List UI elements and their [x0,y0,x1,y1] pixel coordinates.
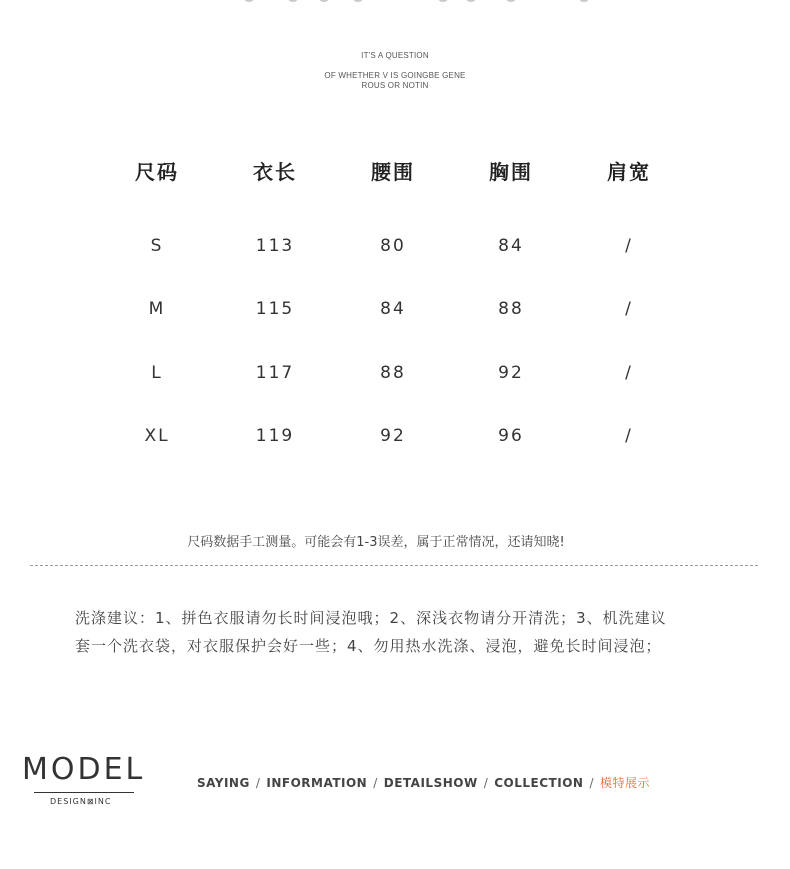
cell-shoulder: / [625,426,633,446]
header-shoulder: 肩宽 [607,160,651,184]
top-decoration [0,0,790,6]
table-row [98,299,688,319]
brand-logo: MODEL [22,752,146,787]
nav-item-detailshow[interactable]: DETAILSHOW [383,775,478,790]
size-table-header [98,156,688,185]
cell-size: M [148,299,166,319]
nav-separator: / [373,775,378,790]
cell-length: 113 [255,236,295,256]
nav-separator: / [589,775,594,790]
cell-size: XL [144,426,170,446]
tagline-line-2: OF WHETHER V IS GOINGBE GENE [324,71,466,80]
cell-length: 119 [255,426,295,446]
cell-chest: 88 [498,299,524,319]
nav-item-collection[interactable]: COLLECTION [494,775,584,790]
measurement-note: 尺码数据手工测量。可能会有1-3误差，属于正常情况，还请知晓! [187,535,565,550]
care-instructions-line-1: 洗涤建议：1、拼色衣服请勿长时间浸泡哦；2、深浅衣物请分开清洗；3、机洗建议 [75,609,667,627]
cell-length: 117 [255,363,295,383]
cell-waist: 84 [380,299,406,319]
nav-separator: / [483,775,489,790]
section-nav [197,774,650,791]
cell-length: 115 [255,299,295,319]
cell-size: L [151,363,163,383]
table-row [98,426,688,446]
care-instructions-line-2: 套一个洗衣袋，对衣服保护会好一些；4、勿用热水洗涤、浸泡，避免长时间浸泡； [75,637,662,655]
header-size: 尺码 [135,160,179,184]
cell-waist: 92 [380,426,406,446]
table-row [98,363,688,383]
header-length: 衣长 [253,160,297,184]
brand-logo-subtitle: DESIGN⊠INC [50,797,112,806]
cell-chest: 84 [498,236,524,256]
cell-shoulder: / [625,299,633,319]
tagline-line-1: IT'S A QUESTION [361,51,429,60]
cell-shoulder: / [625,363,633,383]
cell-chest: 96 [498,426,524,446]
cell-chest: 92 [498,363,524,383]
nav-separator: / [255,775,261,790]
cell-shoulder: / [625,236,633,256]
cell-size: S [150,236,164,256]
table-row [98,236,688,256]
cell-waist: 88 [380,363,406,383]
header-waist: 腰围 [371,160,415,184]
dashed-divider [30,565,758,566]
nav-item-information[interactable]: INFORMATION [266,775,368,790]
nav-item-saying[interactable]: SAYING [197,775,250,790]
logo-underline [34,792,134,793]
nav-item-model-show[interactable]: 模特展示 [600,776,651,790]
tagline-line-3: ROUS OR NOTIN [361,81,429,90]
cell-waist: 80 [380,236,406,256]
header-chest: 胸围 [489,160,533,184]
